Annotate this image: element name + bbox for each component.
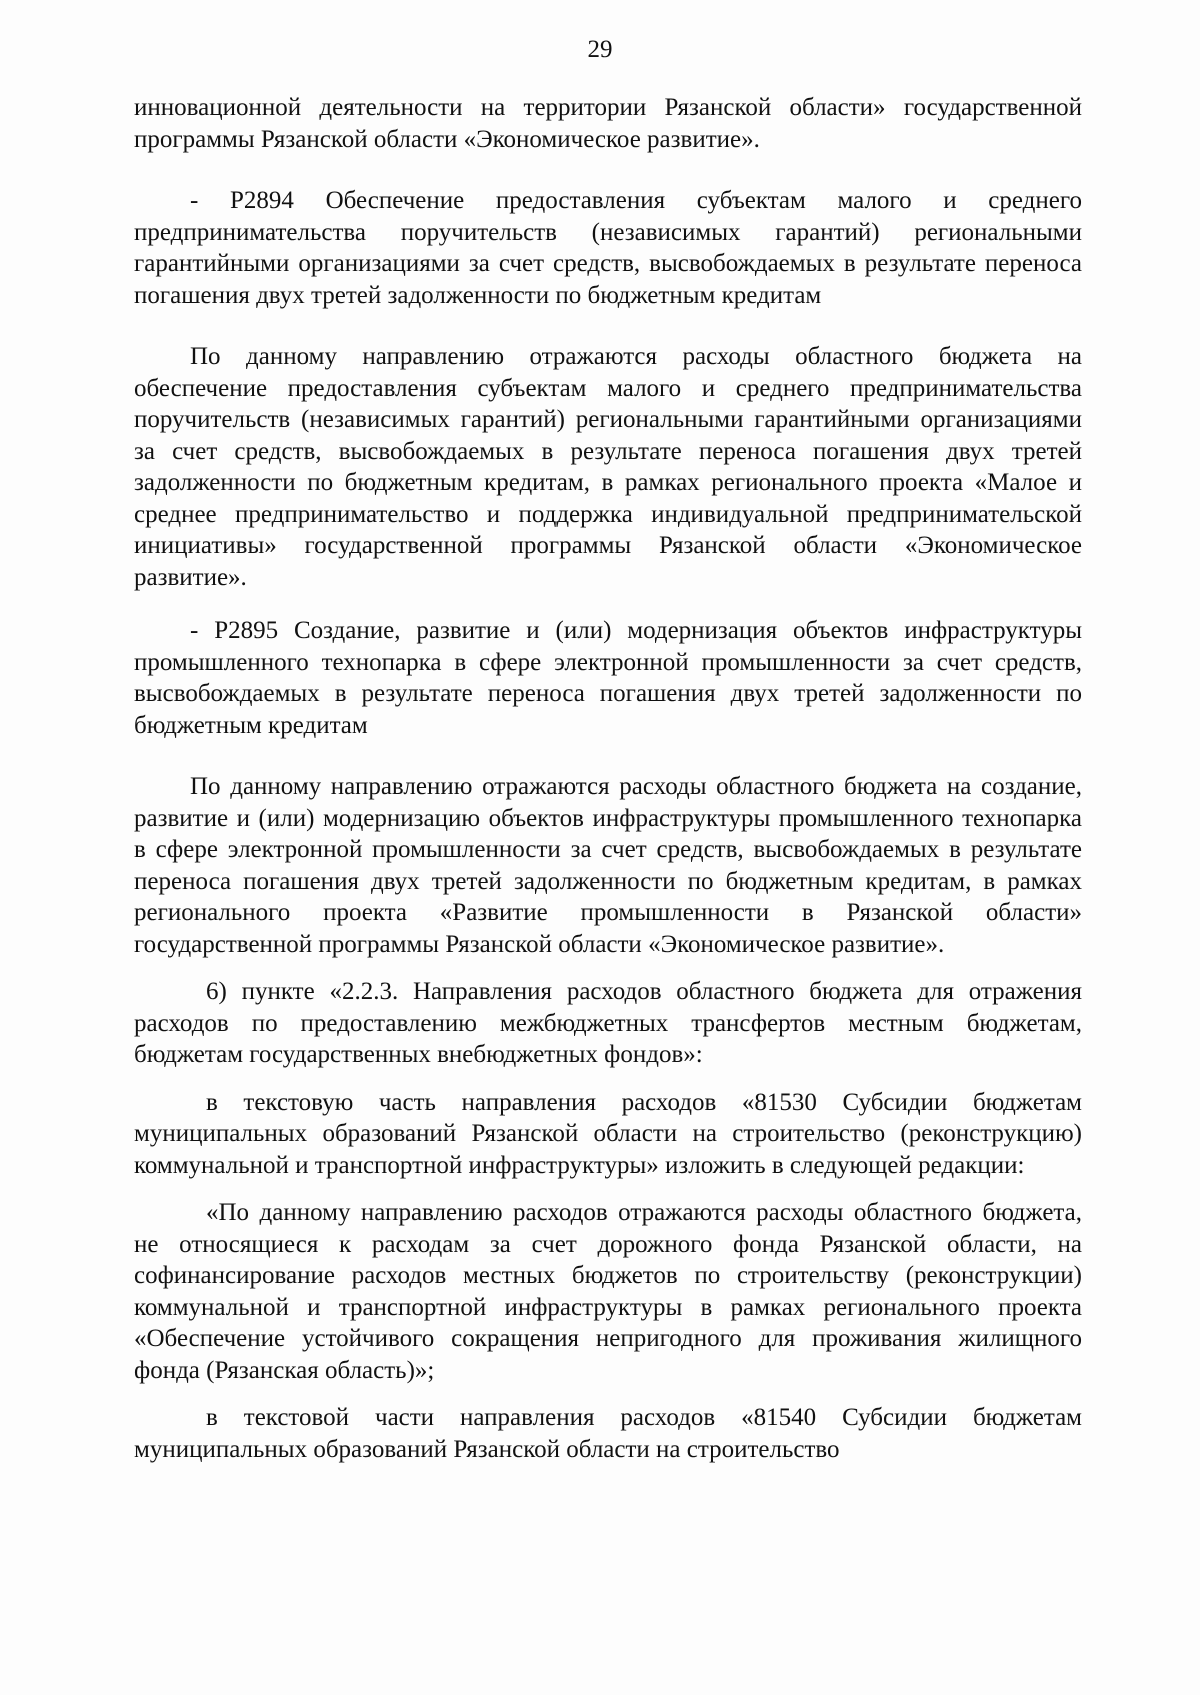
document-body — [134, 92, 1082, 1465]
paragraph-continuation: инновационной деятельности на территории Рязанской области» государственной программы Рязанской области «Экономическое развитие». — [134, 94, 1082, 153]
paragraph-description-p2894: По данному направлению отражаются расходы областного бюджета на обеспечение предоставления субъектам малого и среднего предпринимательства поручительств (независимых гарантий) региональными гарантийными организациями за счет средств, высвобождаемых в результате переноса погашения двух третей задолженности по бюджетным кредитам, в рамках регионального проекта «Малое и среднее предпринимательство и поддержка индивидуальной предпринимательской инициативы» государственной программы Рязанской области «Экономическое развитие». — [134, 343, 1082, 591]
paragraph-description-p2895: По данному направлению отражаются расходы областного бюджета на создание, развитие и (или) модернизацию объектов инфраструктуры промышленного технопарка в сфере электронной промышленности за счет средств, высвобождаемых в результате переноса погашения двух третей задолженности по бюджетным кредитам, в рамках регионального проекта «Развитие промышленности в Рязанской области» государственной программы Рязанской области «Экономическое развитие». — [134, 773, 1082, 958]
paragraph-item-p2894: - P2894 Обеспечение предоставления субъектам малого и среднего предпринимательства поручительств (независимых гарантий) региональными гарантийными организациями за счет средств, высвобождаемых в результате переноса погашения двух третей задолженности по бюджетным кредитам — [134, 187, 1082, 309]
paragraph-quote-81530: «По данному направлению расходов отражаются расходы областного бюджета, не относящиеся к расходам за счет дорожного фонда Рязанской области, на софинансирование расходов местных бюджетов по строительству (реконструкции) коммунальной и транспортной инфраструктуры в рамках регионального проекта «Обеспечение устойчивого сокращения непригодного для проживания жилищного фонда (Рязанская область)»; — [134, 1199, 1082, 1384]
paragraph-item-p2895: - P2895 Создание, развитие и (или) модернизация объектов инфраструктуры промышленного технопарка в сфере электронной промышленности за счет средств, высвобождаемых в результате переноса погашения двух третей задолженности по бюджетным кредитам — [134, 617, 1082, 739]
paragraph-instruction-81540: в текстовой части направления расходов «81540 Субсидии бюджетам муниципальных образований Рязанской области на строительство — [134, 1404, 1082, 1463]
paragraph-instruction-81530: в текстовую часть направления расходов «81530 Субсидии бюджетам муниципальных образований Рязанской области на строительство (реконструкцию) коммунальной и транспортной инфраструктуры» изложить в следующей редакции: — [134, 1088, 1082, 1179]
page-number: 29 — [587, 36, 613, 63]
paragraph-point-6: 6) пункте «2.2.3. Направления расходов областного бюджета для отражения расходов по предоставлению межбюджетных трансфертов местным бюджетам, бюджетам государственных внебюджетных фондов»: — [134, 978, 1082, 1068]
